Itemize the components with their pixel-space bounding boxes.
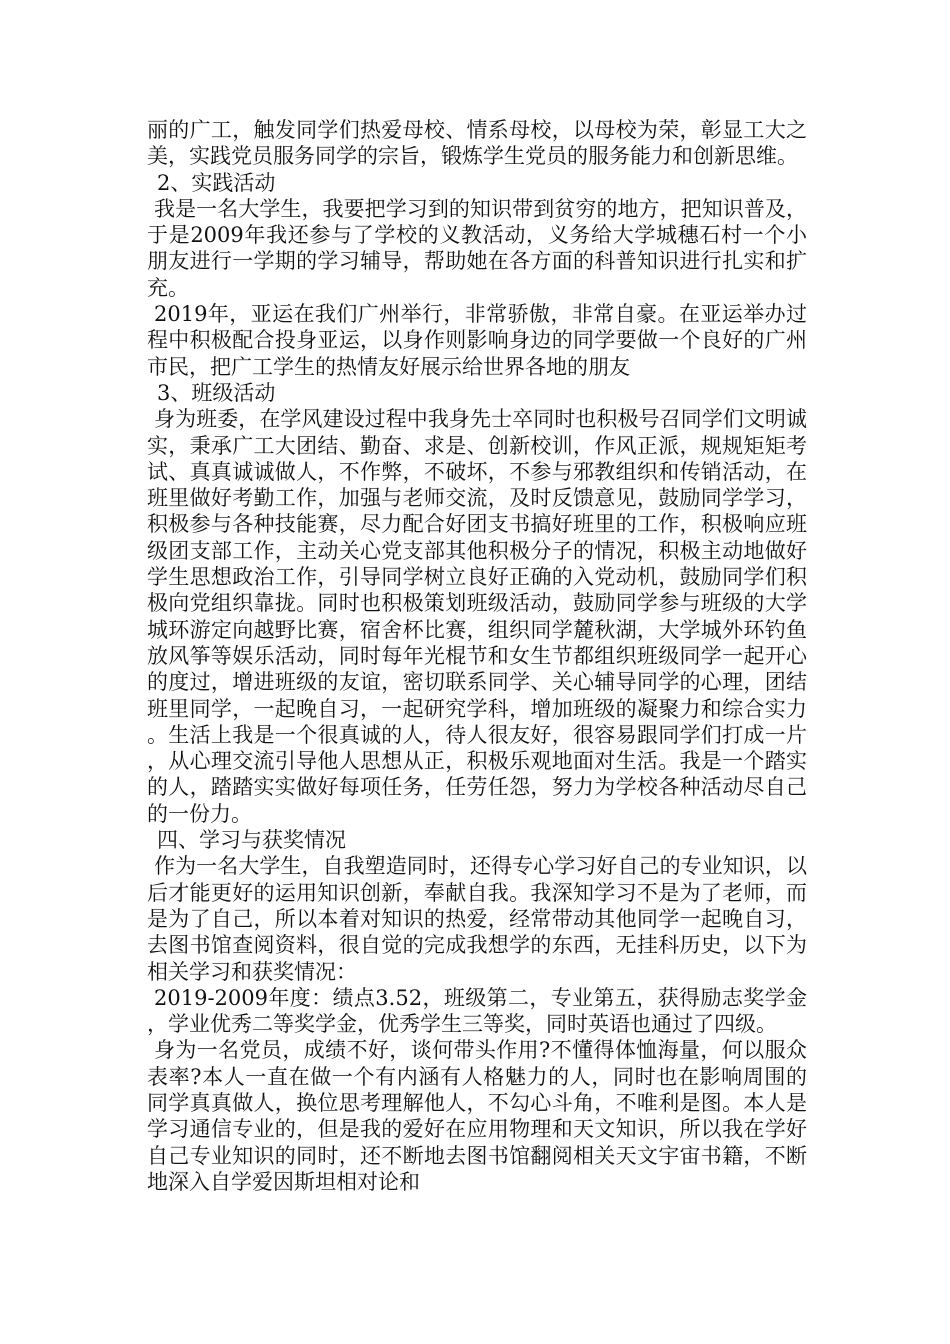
paragraph-class-committee: 身为班委，在学风建设过程中我身先士卒同时也积极号召同学们文明诚实，秉承广工大团结、勤奋、求是、创新校训，作风正派，规规矩矩考试、真真诚诚做人，不作弊，不破坏，不参与邪教组织和传销活动，在班里做好考勤工作，加强与老师交流，及时反馈意见，鼓励同学学习，积极参与各种技能赛，尽力配合好团支书搞好班里的工作，积极响应班级团支部工作，主动关心党支部其他积极分子的情况，积极主动地做好学生思想政治工作，引导同学树立良好正确的入党动机，鼓励同学们积极向党组织靠拢。同时也积极策划班级活动，鼓励同学参与班级的大学城环游定向越野比赛，宿舍杯比赛，组织同学麓秋湖，大学城外环钓鱼放风筝等娱乐活动，同时每年光棍节和女生节都组织班级同学一起开心的度过，增进班级的友谊，密切联系同学、关心辅导同学的心理，团结班里同学，一起晚自习，一起研究学科，增加班级的凝聚力和综合实力。生活上我是一个很真诚的人，待人很友好，很容易跟同学们打成一片，从心理交流引导他人思想从正，积极乐观地面对生活。我是一个踏实的人，踏踏实实做好每项任务，任劳任怨，努力为学校各种活动尽自己的一份力。 bbox=[147, 407, 807, 826]
paragraph-intro-continuation: 丽的广工，触发同学们热爱母校、情系母校，以母校为荣，彰显工大之美，实践党员服务同学的宗旨，锻炼学生党员的服务能力和创新思维。 bbox=[147, 118, 807, 169]
section-heading-practice: 2、实践活动 bbox=[157, 170, 276, 195]
section-heading-class-activities: 3、班级活动 bbox=[157, 380, 276, 405]
paragraph-awards: 2019-2009年度：绩点3.52，班级第二，专业第五，获得励志奖学金，学业优秀二等奖学金，优秀学生三等奖，同时英语也通过了四级。 bbox=[147, 985, 807, 1037]
document-page bbox=[147, 117, 807, 1195]
paragraph-study-attitude: 作为一名大学生，自我塑造同时，还得专心学习好自己的专业知识，以后才能更好的运用知识创新，奉献自我。我深知学习不是为了老师，而是为了自己，所以本着对知识的热爱，经常带动其他同学一起晚自习，去图书馆查阅资料，很自觉的完成我想学的东西，无挂科历史，以下为相关学习和获奖情况： bbox=[147, 854, 807, 984]
paragraph-asian-games: 2019年，亚运在我们广州举行，非常骄傲，非常自豪。在亚运举办过程中积极配合投身亚运，以身作则影响身边的同学要做一个良好的广州市民，把广工学生的热情友好展示给世界各地的朋友 bbox=[147, 302, 807, 379]
paragraph-volunteer-teaching: 我是一名大学生，我要把学习到的知识带到贫穷的地方，把知识普及，于是2009年我还参与了学校的义教活动，义务给大学城穗石村一个小朋友进行一学期的学习辅导，帮助她在各方面的科普知识进行扎实和扩充。 bbox=[147, 196, 807, 300]
paragraph-party-member: 身为一名党员，成绩不好，谈何带头作用?不懂得体恤海量，何以服众表率?本人一直在做一个有内涵有人格魅力的人，同时也在影响周围的同学真真做人，换位思考理解他人，不勾心斗角，不唯利是图。本人是学习通信专业的，但是我的爱好在应用物理和天文知识，所以我在学好自己专业知识的同时，还不断地去图书馆翻阅相关天文宇宙书籍，不断地深入自学爱因斯坦相对论和 bbox=[147, 1038, 807, 1194]
section-heading-study-awards: 四、学习与获奖情况 bbox=[157, 828, 346, 853]
